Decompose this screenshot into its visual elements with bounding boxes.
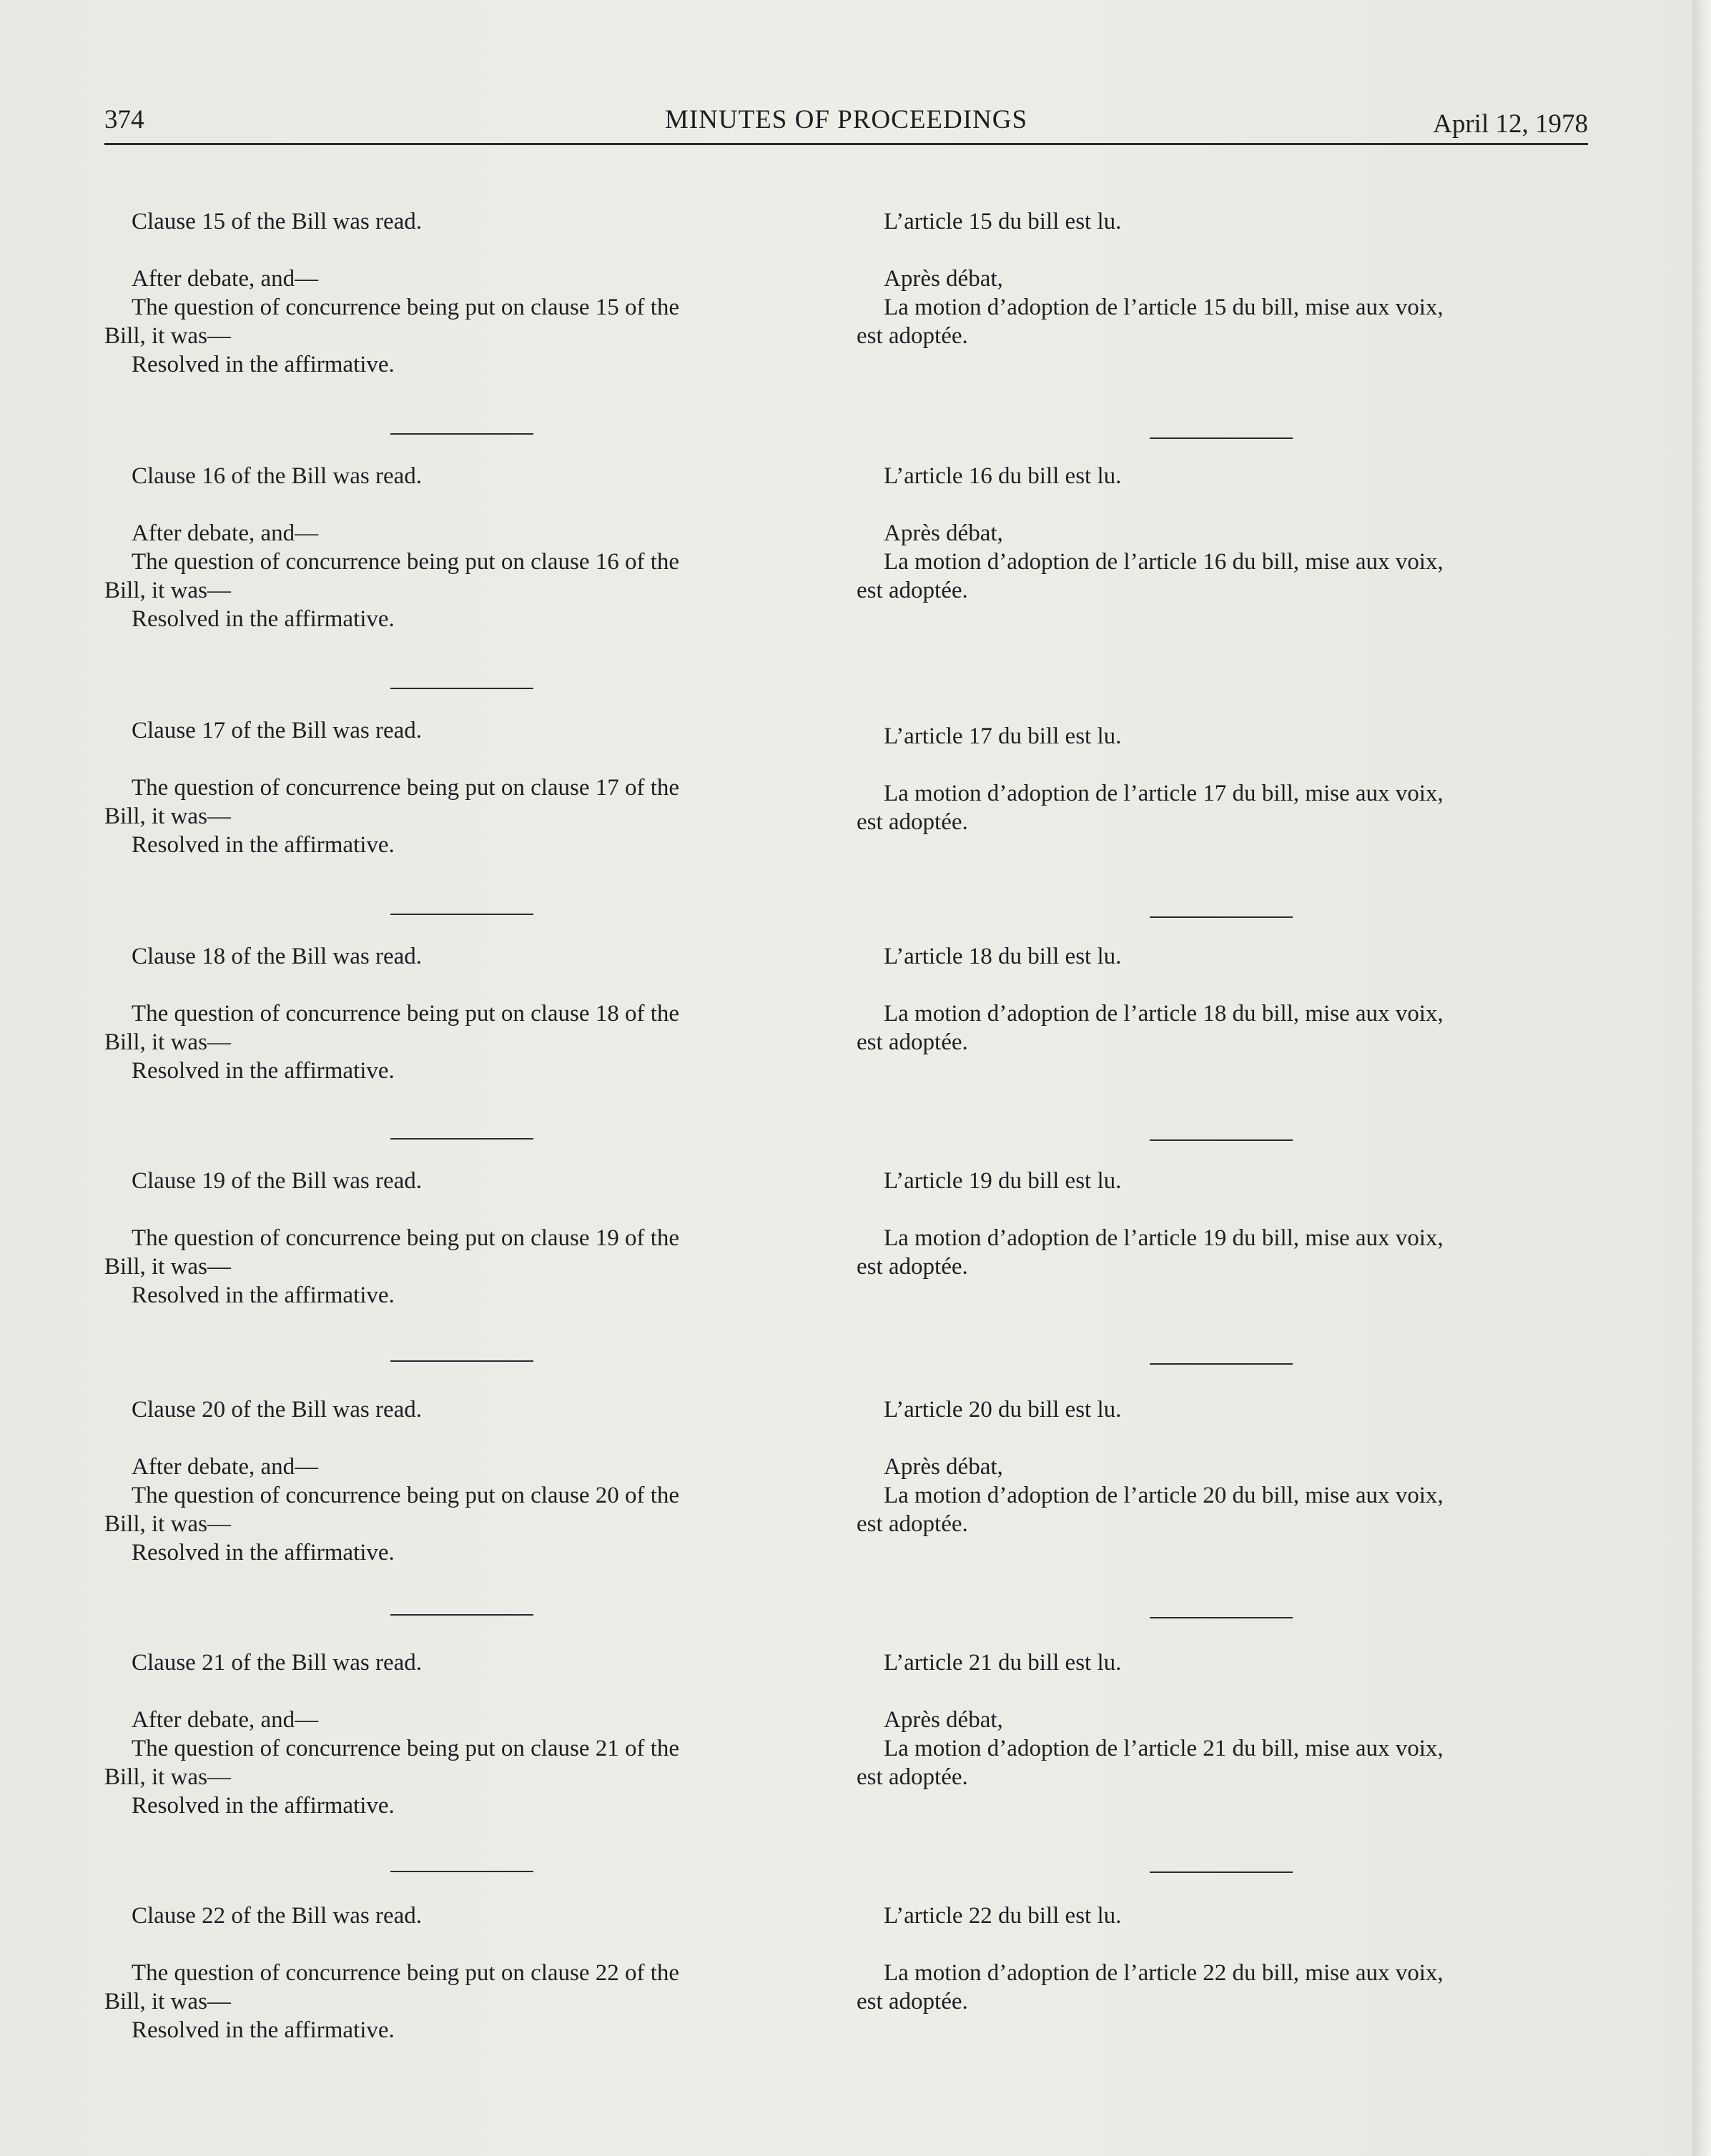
question-line-continued: Bill, it was— <box>104 1989 231 2014</box>
page-header <box>104 104 1588 145</box>
motion-line: La motion d’adoption de l’article 16 du bill, mise aux voix, <box>884 549 1444 575</box>
motion-line-continued: est adoptée. <box>857 1254 968 1280</box>
motion-line: La motion d’adoption de l’article 22 du bill, mise aux voix, <box>884 1960 1444 1986</box>
apres-debat: Après débat, <box>884 1454 1003 1480</box>
question-line-continued: Bill, it was— <box>104 803 231 829</box>
after-debate: After debate, and— <box>132 520 319 546</box>
question-line-continued: Bill, it was— <box>104 323 231 349</box>
resolution: Resolved in the affirmative. <box>132 606 395 632</box>
question-line: The question of concurrence being put on clause 19 of the <box>132 1225 680 1251</box>
section-divider <box>1150 1139 1293 1141</box>
french-article-19 <box>857 1167 1584 1281</box>
english-clause-18 <box>104 942 829 1085</box>
french-article-15 <box>857 207 1584 350</box>
english-clause-17 <box>104 716 829 859</box>
resolution: Resolved in the affirmative. <box>132 2017 395 2043</box>
after-debate: After debate, and— <box>132 266 319 292</box>
article-read: L’article 19 du bill est lu. <box>884 1168 1122 1194</box>
motion-line: La motion d’adoption de l’article 15 du bill, mise aux voix, <box>884 295 1444 320</box>
question-line-continued: Bill, it was— <box>104 1254 231 1280</box>
section-divider <box>1150 1363 1293 1365</box>
motion-line-continued: est adoptée. <box>857 323 968 349</box>
resolution: Resolved in the affirmative. <box>132 1793 395 1819</box>
french-article-18 <box>857 942 1584 1057</box>
english-clause-21 <box>104 1648 829 1820</box>
motion-line: La motion d’adoption de l’article 18 du bill, mise aux voix, <box>884 1001 1444 1027</box>
page-number: 374 <box>104 105 144 134</box>
section-divider <box>390 1360 533 1362</box>
clause-read: Clause 19 of the Bill was read. <box>132 1168 422 1194</box>
section-divider <box>390 1138 533 1139</box>
english-clause-22 <box>104 1902 829 2044</box>
question-line: The question of concurrence being put on clause 17 of the <box>132 775 680 801</box>
motion-line-continued: est adoptée. <box>857 809 968 835</box>
french-article-17 <box>857 722 1584 836</box>
section-divider <box>1150 916 1293 918</box>
french-article-21 <box>857 1648 1584 1791</box>
article-read: L’article 20 du bill est lu. <box>884 1397 1122 1423</box>
article-read: L’article 17 du bill est lu. <box>884 723 1122 749</box>
resolution: Resolved in the affirmative. <box>132 1282 395 1308</box>
question-line: The question of concurrence being put on clause 15 of the <box>132 295 680 320</box>
section-divider <box>390 433 533 435</box>
apres-debat: Après débat, <box>884 1707 1003 1733</box>
apres-debat: Après débat, <box>884 520 1003 546</box>
running-title: MINUTES OF PROCEEDINGS <box>664 105 1028 134</box>
question-line: The question of concurrence being put on clause 20 of the <box>132 1483 680 1508</box>
resolution: Resolved in the affirmative. <box>132 352 395 377</box>
clause-read: Clause 21 of the Bill was read. <box>132 1650 422 1676</box>
section-divider <box>390 688 533 689</box>
article-read: L’article 16 du bill est lu. <box>884 463 1122 489</box>
french-article-16 <box>857 462 1584 605</box>
question-line: The question of concurrence being put on clause 22 of the <box>132 1960 680 1986</box>
french-article-20 <box>857 1395 1584 1538</box>
motion-line: La motion d’adoption de l’article 19 du bill, mise aux voix, <box>884 1225 1444 1251</box>
clause-read: Clause 17 of the Bill was read. <box>132 718 422 743</box>
question-line: The question of concurrence being put on clause 18 of the <box>132 1001 680 1027</box>
question-line-continued: Bill, it was— <box>104 1029 231 1055</box>
english-clause-15 <box>104 207 829 379</box>
section-divider <box>1150 437 1293 439</box>
clause-read: Clause 22 of the Bill was read. <box>132 1903 422 1929</box>
question-line-continued: Bill, it was— <box>104 578 231 603</box>
resolution: Resolved in the affirmative. <box>132 1540 395 1566</box>
article-read: L’article 18 du bill est lu. <box>884 944 1122 969</box>
header-date: April 12, 1978 <box>1433 109 1588 139</box>
english-clause-16 <box>104 462 829 633</box>
motion-line-continued: est adoptée. <box>857 1511 968 1537</box>
motion-line: La motion d’adoption de l’article 17 du bill, mise aux voix, <box>884 781 1444 806</box>
english-clause-19 <box>104 1167 829 1310</box>
motion-line-continued: est adoptée. <box>857 1764 968 1790</box>
resolution: Resolved in the affirmative. <box>132 832 395 858</box>
motion-line-continued: est adoptée. <box>857 578 968 603</box>
french-article-22 <box>857 1902 1584 2016</box>
english-clause-20 <box>104 1395 829 1567</box>
section-divider <box>390 914 533 915</box>
section-divider <box>390 1614 533 1616</box>
article-read: L’article 21 du bill est lu. <box>884 1650 1122 1676</box>
apres-debat: Après débat, <box>884 266 1003 292</box>
after-debate: After debate, and— <box>132 1454 319 1480</box>
question-line: The question of concurrence being put on clause 21 of the <box>132 1736 680 1761</box>
motion-line: La motion d’adoption de l’article 20 du bill, mise aux voix, <box>884 1483 1444 1508</box>
clause-read: Clause 18 of the Bill was read. <box>132 944 422 969</box>
article-read: L’article 22 du bill est lu. <box>884 1903 1122 1929</box>
page-spine-edge <box>1692 0 1711 2156</box>
question-line-continued: Bill, it was— <box>104 1511 231 1537</box>
clause-read: Clause 15 of the Bill was read. <box>132 209 422 234</box>
motion-line-continued: est adoptée. <box>857 1029 968 1055</box>
clause-read: Clause 20 of the Bill was read. <box>132 1397 422 1423</box>
motion-line-continued: est adoptée. <box>857 1989 968 2014</box>
clause-read: Clause 16 of the Bill was read. <box>132 463 422 489</box>
after-debate: After debate, and— <box>132 1707 319 1733</box>
question-line: The question of concurrence being put on clause 16 of the <box>132 549 680 575</box>
section-divider <box>1150 1617 1293 1618</box>
section-divider <box>390 1871 533 1872</box>
resolution: Resolved in the affirmative. <box>132 1058 395 1084</box>
article-read: L’article 15 du bill est lu. <box>884 209 1122 234</box>
section-divider <box>1150 1871 1293 1873</box>
motion-line: La motion d’adoption de l’article 21 du bill, mise aux voix, <box>884 1736 1444 1761</box>
question-line-continued: Bill, it was— <box>104 1764 231 1790</box>
